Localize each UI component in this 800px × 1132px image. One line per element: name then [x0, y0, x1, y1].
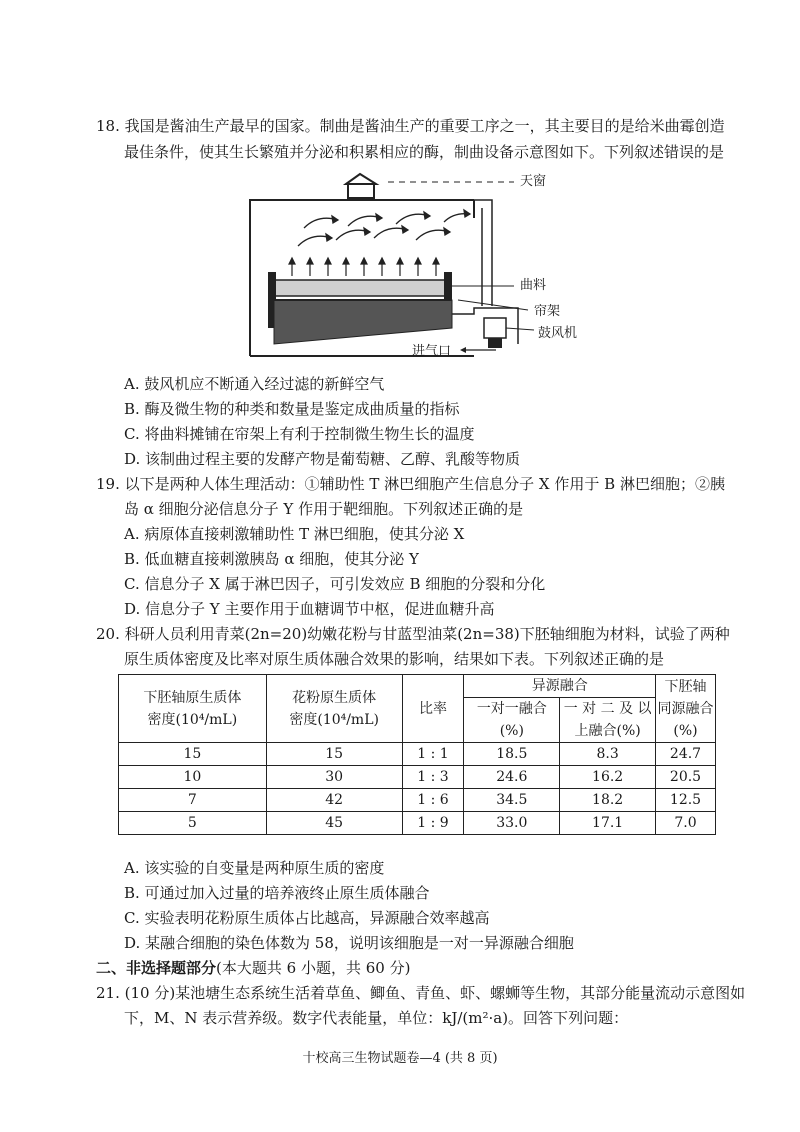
q19-option-d: D. 信息分子 Y 主要作用于血糖调节中枢，促进血糖升高	[124, 600, 495, 618]
table-cell: 45	[266, 812, 402, 835]
rack-base	[274, 300, 452, 344]
table-cell: 7	[119, 789, 267, 812]
label-blower: 鼓风机	[538, 326, 578, 341]
header-hypocotyl-line2: 密度(10⁴/mL)	[147, 711, 238, 728]
q20-option-d: D. 某融合细胞的染色体数为 58，说明该细胞是一对一异源融合细胞	[124, 934, 574, 952]
table-cell: 16.2	[560, 766, 656, 789]
koji-diagram-svg	[248, 168, 588, 364]
blower-body	[484, 318, 506, 338]
q19-option-a: A. 病原体直接刺激辅助性 T 淋巴细胞，使其分泌 X	[124, 525, 465, 543]
header-one-line1: 一对一融合	[476, 701, 547, 717]
table-cell: 33.0	[464, 812, 560, 835]
header-one-line2: (%)	[499, 723, 524, 739]
header-homo-line1: 下胚轴	[664, 678, 707, 695]
right-post	[444, 272, 452, 302]
header-hypocotyl-density	[119, 675, 267, 743]
header-pollen-line1: 花粉原生质体	[292, 689, 377, 706]
header-hypocotyl-line1: 下胚轴原生质体	[143, 689, 242, 706]
header-multi-line1: 一 对 二 及 以	[563, 701, 652, 717]
header-hetero-fusion: 异源融合	[464, 675, 656, 698]
table-cell: 1 : 6	[402, 789, 464, 812]
q18-stem-line1: 18. 我国是酱油生产最早的国家。制曲是酱油生产的重要工序之一，其主要目的是给米曲霉创造	[96, 117, 725, 135]
q20-stem-line1: 20. 科研人员利用青菜(2n=20)幼嫩花粉与甘蓝型油菜(2n=38)下胚轴细胞为材料，试验了两种	[96, 625, 730, 643]
skylight-box	[348, 184, 374, 198]
table-cell: 24.6	[464, 766, 560, 789]
table-row	[119, 743, 716, 766]
upflow-arrows	[289, 258, 439, 276]
section2-title: 二、非选择题部分	[96, 959, 217, 977]
table-cell: 18.5	[464, 743, 560, 766]
page-footer: 十校高三生物试题卷—4 (共 8 页)	[302, 1051, 498, 1066]
table-cell: 1 : 3	[402, 766, 464, 789]
header-one-to-one	[464, 698, 560, 743]
header-pollen-density	[266, 675, 402, 743]
table-cell: 1 : 9	[402, 812, 464, 835]
table-cell: 20.5	[656, 766, 716, 789]
q18-option-d: D. 该制曲过程主要的发酵产物是葡萄糖、乙醇、乳酸等物质	[124, 450, 521, 468]
table-cell: 42	[266, 789, 402, 812]
q19-stem-line1: 19. 以下是两种人体生理活动：①辅助性 T 淋巴细胞产生信息分子 X 作用于 B 淋巴细胞；②胰	[96, 475, 725, 493]
label-inlet: 进气口	[412, 344, 452, 359]
table-cell: 1 : 1	[402, 743, 464, 766]
table-cell: 30	[266, 766, 402, 789]
header-homo-line2: 同源融合	[657, 700, 714, 717]
header-multi-line2: 上融合(%)	[574, 723, 641, 739]
table-cell: 24.7	[656, 743, 716, 766]
skylight-roof	[346, 174, 376, 184]
table-cell: 8.3	[560, 743, 656, 766]
q21-stem-line2: 下，M、N 表示营养级。数字代表能量，单位：kJ/(m²·a)。回答下列问题：	[124, 1009, 629, 1027]
header-ratio: 比率	[402, 675, 464, 743]
table-cell: 17.1	[560, 812, 656, 835]
blower-leader	[506, 328, 534, 330]
table-row	[119, 789, 716, 812]
table-cell: 12.5	[656, 789, 716, 812]
q20-stem-line2: 原生质体密度及比率对原生质体融合效果的影响，结果如下表。下列叙述正确的是	[124, 650, 665, 668]
q19-stem-line2: 岛 α 细胞分泌信息分子 Y 作用于靶细胞。下列叙述正确的是	[124, 500, 524, 518]
q20-option-a: A. 该实验的自变量是两种原生质的密度	[124, 859, 385, 877]
header-pollen-line2: 密度(10⁴/mL)	[289, 711, 379, 728]
koji-equipment-diagram	[248, 168, 588, 364]
airflow-arrows	[298, 210, 470, 246]
table-cell: 5	[119, 812, 267, 835]
table-cell: 15	[119, 743, 267, 766]
table-cell: 18.2	[560, 789, 656, 812]
section2-note: (本大题共 6 小题，共 60 分)	[216, 959, 411, 977]
q21-stem-line1: 21. (10 分)某池塘生态系统生活着草鱼、鲫鱼、青鱼、虾、螺蛳等生物，其部分能量流动示意图如	[96, 984, 746, 1002]
label-koji: 曲料	[520, 278, 547, 293]
koji-material-layer	[274, 280, 450, 296]
table-row	[119, 766, 716, 789]
table-row	[119, 812, 716, 835]
section2-heading	[96, 958, 410, 978]
q18-option-c: C. 将曲料摊铺在帘架上有利于控制微生物生长的温度	[124, 425, 475, 443]
table-cell: 34.5	[464, 789, 560, 812]
q19-option-b: B. 低血糖直接刺激胰岛 α 细胞，使其分泌 Y	[124, 550, 419, 568]
header-one-to-multi	[560, 698, 656, 743]
table-cell: 7.0	[656, 812, 716, 835]
label-skylight: 天窗	[520, 174, 547, 189]
label-rack: 帘架	[534, 304, 561, 319]
table-cell: 10	[119, 766, 267, 789]
fusion-results-table	[118, 674, 716, 835]
table-cell: 15	[266, 743, 402, 766]
header-homo-line3: (%)	[673, 722, 698, 739]
q18-option-b: B. 酶及微生物的种类和数量是鉴定成曲质量的指标	[124, 400, 460, 418]
q18-stem-line2: 最佳条件，使其生长繁殖并分泌和积累相应的酶，制曲设备示意图如下。下列叙述错误的是	[124, 143, 725, 161]
header-homo-fusion	[656, 675, 716, 743]
q19-option-c: C. 信息分子 X 属于淋巴因子，可引发效应 B 细胞的分裂和分化	[124, 575, 546, 593]
q18-option-a: A. 鼓风机应不断通入经过滤的新鲜空气	[124, 375, 385, 393]
air-duct	[474, 200, 492, 306]
q20-option-b: B. 可通过加入过量的培养液终止原生质体融合	[124, 884, 430, 902]
q20-option-c: C. 实验表明花粉原生质体占比越高，异源融合效率越高	[124, 909, 490, 927]
